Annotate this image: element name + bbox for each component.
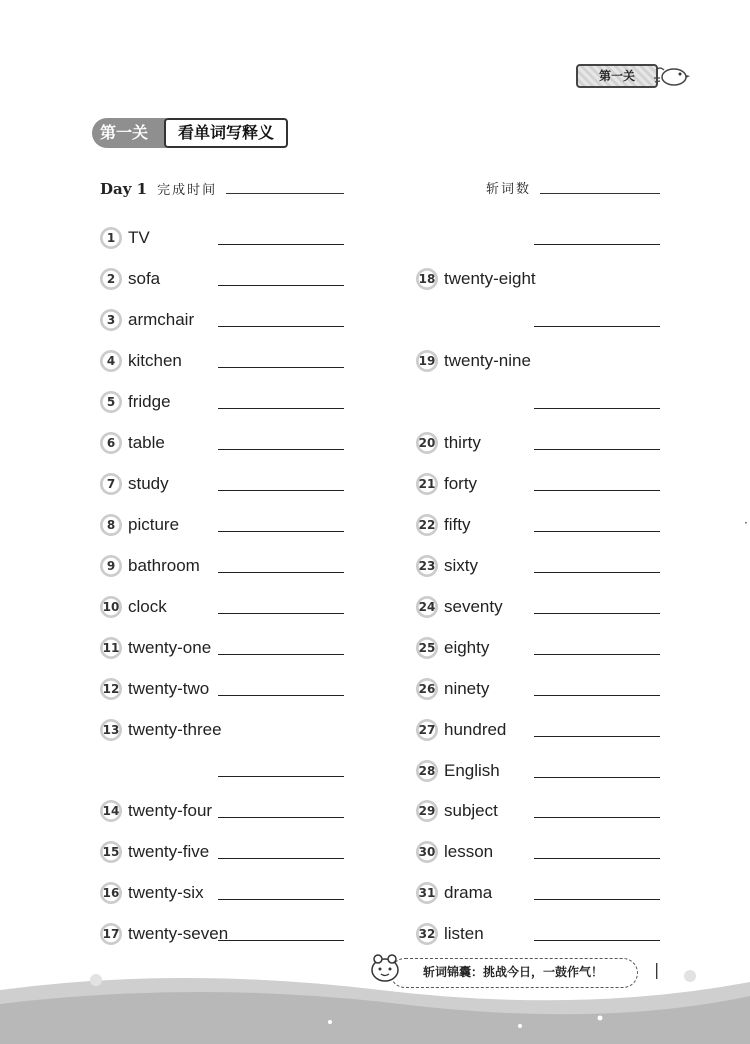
answer-line[interactable] — [534, 244, 660, 245]
vocab-word: twenty-four — [128, 801, 213, 820]
mascot-icon — [368, 950, 402, 984]
answer-line[interactable] — [218, 449, 344, 450]
answer-line[interactable] — [534, 449, 660, 450]
answer-line[interactable] — [218, 899, 344, 900]
vocab-item — [416, 349, 531, 373]
item-number: 6 — [100, 432, 122, 454]
vocab-word: table — [128, 433, 165, 452]
vocab-item — [100, 472, 169, 496]
vocab-item — [100, 513, 179, 537]
vocab-item — [416, 799, 498, 823]
vocab-item — [100, 799, 212, 823]
vocab-word: clock — [128, 597, 167, 616]
item-number: 19 — [416, 350, 438, 372]
vocab-word: thirty — [444, 433, 481, 452]
answer-line[interactable] — [534, 777, 660, 778]
footer-slogan — [390, 958, 638, 988]
item-number: 30 — [416, 841, 438, 863]
vocab-word: drama — [444, 883, 493, 902]
vocab-word: kitchen — [128, 351, 182, 370]
vocab-item — [416, 472, 477, 496]
new-words-field[interactable] — [540, 193, 660, 194]
vocab-item — [416, 513, 470, 537]
item-number: 26 — [416, 678, 438, 700]
answer-line[interactable] — [534, 408, 660, 409]
item-number: 11 — [100, 637, 122, 659]
section-title: 看单词写释义 — [164, 118, 288, 148]
answer-line[interactable] — [218, 326, 344, 327]
vocab-item — [100, 718, 222, 742]
item-number: 22 — [416, 514, 438, 536]
answer-line[interactable] — [218, 531, 344, 532]
vocab-word: twenty-eight — [444, 269, 536, 288]
vocab-word: twenty-one — [128, 638, 212, 657]
vocab-item — [100, 922, 228, 946]
vocab-item — [100, 390, 171, 414]
vocab-item — [416, 636, 489, 660]
vocab-item — [416, 759, 500, 783]
vocab-item — [416, 922, 484, 946]
item-number: 17 — [100, 923, 122, 945]
answer-line[interactable] — [218, 572, 344, 573]
vocab-word: fifty — [444, 515, 471, 534]
answer-line[interactable] — [218, 776, 344, 777]
vocab-word: English — [444, 761, 500, 780]
vocab-item — [100, 431, 165, 455]
vocab-word: lesson — [444, 842, 494, 861]
answer-line[interactable] — [218, 285, 344, 286]
item-number: 32 — [416, 923, 438, 945]
item-number: 20 — [416, 432, 438, 454]
vocab-word: bathroom — [128, 556, 200, 575]
vocab-word: twenty-seven — [128, 924, 229, 943]
answer-line[interactable] — [218, 613, 344, 614]
vocab-word: fridge — [128, 392, 171, 411]
item-number: 27 — [416, 719, 438, 741]
item-number: 5 — [100, 391, 122, 413]
vocab-item — [100, 636, 211, 660]
bird-icon — [652, 62, 690, 88]
vocab-word: eighty — [444, 638, 490, 657]
answer-line[interactable] — [534, 490, 660, 491]
vocab-word: twenty-nine — [444, 351, 531, 370]
answer-line[interactable] — [218, 817, 344, 818]
item-number: 23 — [416, 555, 438, 577]
answer-line[interactable] — [218, 858, 344, 859]
vocab-word: twenty-six — [128, 883, 204, 902]
item-number: 28 — [416, 760, 438, 782]
vocab-item — [100, 595, 167, 619]
item-number: 9 — [100, 555, 122, 577]
vocab-word: twenty-five — [128, 842, 210, 861]
new-words-label: 斩词数 — [486, 182, 532, 197]
vocab-item — [416, 677, 489, 701]
vocab-word: sixty — [444, 556, 478, 575]
item-number: 13 — [100, 719, 122, 741]
vocab-word: twenty-three — [128, 720, 222, 739]
vocab-item — [100, 881, 204, 905]
answer-line[interactable] — [534, 858, 660, 859]
vocab-word: seventy — [444, 597, 503, 616]
vocab-word: picture — [128, 515, 180, 534]
answer-line[interactable] — [534, 940, 660, 941]
answer-line[interactable] — [534, 736, 660, 737]
vocab-word: listen — [444, 924, 484, 943]
vocab-item — [416, 554, 478, 578]
vocab-item — [416, 431, 481, 455]
vocab-word: twenty-two — [128, 679, 210, 698]
vocab-item — [416, 718, 506, 742]
item-number: 31 — [416, 882, 438, 904]
corner-level-tag: 第一关 — [576, 64, 658, 88]
vocab-word: forty — [444, 474, 478, 493]
item-number: 18 — [416, 268, 438, 290]
day-label: Day 1 — [100, 180, 148, 198]
completion-time-label: 完成时间 — [157, 183, 218, 198]
vocab-item — [100, 308, 194, 332]
answer-line[interactable] — [534, 572, 660, 573]
item-number: 25 — [416, 637, 438, 659]
vocab-word: hundred — [444, 720, 507, 739]
item-number: 14 — [100, 800, 122, 822]
answer-line[interactable] — [534, 613, 660, 614]
vocab-item — [100, 226, 150, 250]
answer-line[interactable] — [218, 367, 344, 368]
day-row — [100, 176, 217, 198]
answer-line[interactable] — [218, 654, 344, 655]
completion-time-field[interactable] — [226, 193, 344, 194]
answer-line[interactable] — [218, 244, 344, 245]
answer-line[interactable] — [534, 695, 660, 696]
vocab-item — [416, 840, 493, 864]
item-number: 4 — [100, 350, 122, 372]
answer-line[interactable] — [218, 695, 344, 696]
vocab-item — [100, 840, 209, 864]
page-mark: | — [654, 960, 660, 979]
item-number: 16 — [100, 882, 122, 904]
answer-line[interactable] — [534, 531, 660, 532]
answer-line[interactable] — [534, 326, 660, 327]
item-number: 8 — [100, 514, 122, 536]
edge-mark: · — [744, 516, 748, 530]
answer-line[interactable] — [218, 408, 344, 409]
vocab-word: subject — [444, 801, 498, 820]
vocab-item — [416, 267, 536, 291]
vocab-word: ninety — [444, 679, 490, 698]
vocab-item — [416, 595, 503, 619]
item-number: 29 — [416, 800, 438, 822]
item-number: 2 — [100, 268, 122, 290]
item-number: 24 — [416, 596, 438, 618]
answer-line[interactable] — [218, 490, 344, 491]
answer-line[interactable] — [534, 654, 660, 655]
item-number: 21 — [416, 473, 438, 495]
slogan-text: 斩词锦囊：挑战今日，一鼓作气！ — [423, 965, 604, 979]
vocab-item — [100, 554, 200, 578]
answer-line[interactable] — [218, 940, 344, 941]
vocab-word: sofa — [128, 269, 161, 288]
vocab-word: study — [128, 474, 169, 493]
answer-line[interactable] — [534, 899, 660, 900]
item-number: 15 — [100, 841, 122, 863]
vocab-item — [100, 349, 182, 373]
item-number: 7 — [100, 473, 122, 495]
item-number: 1 — [100, 227, 122, 249]
item-number: 12 — [100, 678, 122, 700]
vocab-item — [416, 881, 492, 905]
vocab-word: TV — [128, 228, 150, 247]
answer-line[interactable] — [534, 817, 660, 818]
vocab-item — [100, 267, 160, 291]
vocab-item — [100, 677, 209, 701]
item-number: 3 — [100, 309, 122, 331]
section-badge: 第一关 — [92, 118, 166, 148]
item-number: 10 — [100, 596, 122, 618]
vocab-word: armchair — [128, 310, 195, 329]
